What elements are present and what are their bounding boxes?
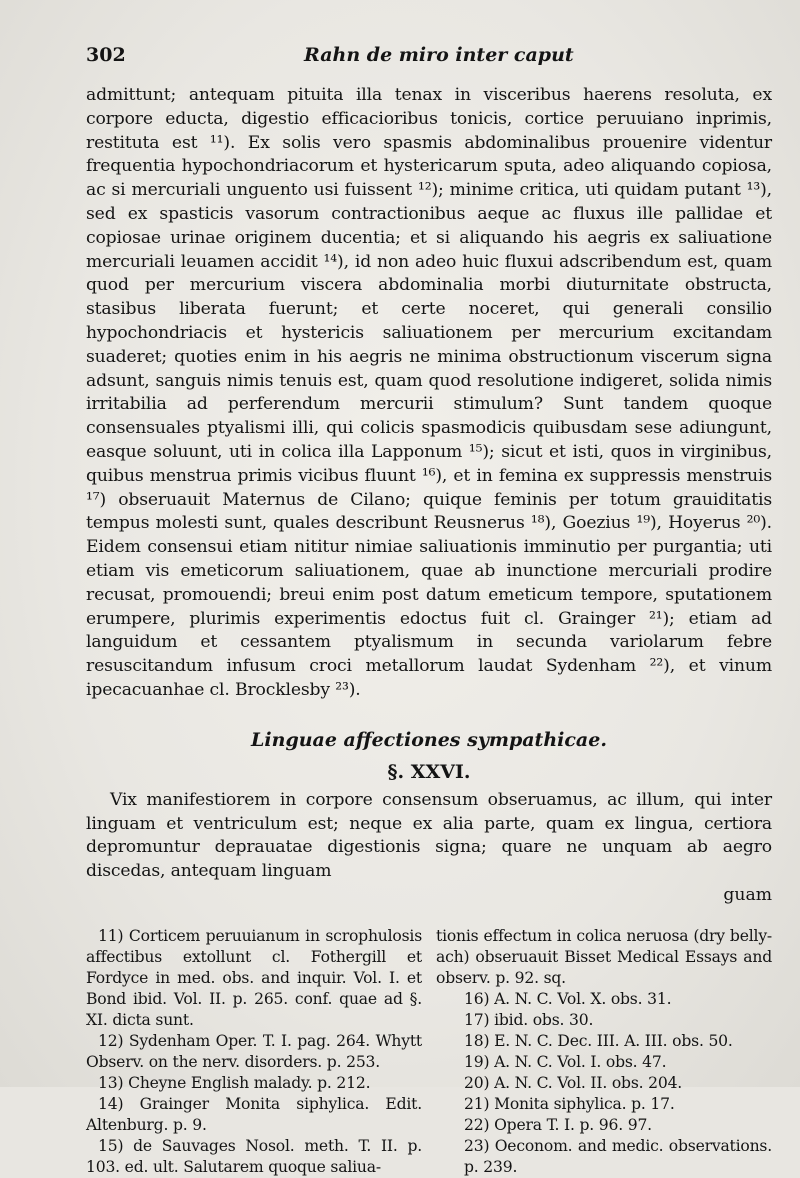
footnote: 18) E. N. C. Dec. III. A. III. obs. 50. <box>464 1031 733 1050</box>
footnote: 16) A. N. C. Vol. X. obs. 31. <box>464 989 672 1008</box>
footnote-continuation: tionis effectum in colica neruosa (dry belly-ach) obseruauit Bisset Medical Essays and observ. p. 92. sq. <box>436 926 772 987</box>
footnote: 15) de Sauvages Nosol. meth. T. II. p. 103. ed. ult. Salutarem quoque saliua- <box>86 1136 422 1176</box>
footnote: 17) ibid. obs. 30. <box>464 1010 594 1029</box>
footnote: 20) A. N. C. Vol. II. obs. 204. <box>464 1073 683 1092</box>
paragraph: admittunt; antequam pituita illa tenax in visceribus haerens resoluta, ex corpore educta, digestio efficacioribus tonicis, cortice peruuiano inprimis, restituta est ¹¹). Ex solis vero spasmis abdominalibus prouenire videntur frequentia hypochondriacorum et hystericarum sputa, adeo aliquando copiosa, ac si mercuriali unguento usi fuissent ¹²); minime critica, uti quidam putant ¹³), sed ex spasticis vasorum contractionibus aeque ac fluxus ille pallidae et copiosae urinae originem ducentia; et si aliquando his aegris ex saliuatione mercuriali leuamen accidit ¹⁴), id non adeo huic fluxui adscribendum est, quam quod per mercurium viscera abdominalia morbi diuturnitate obstructa, stasibus liberata fuerunt; et certe noceret, qui generali consilio hypochondriacis et hystericis saliuationem per mercurium excitandam suaderet; quoties enim in his aegris ne minima obstructionum viscerum signa adsunt, sanguis nimis tenuis est, quam quod resolutione indigeret, solida nimis irritabilia ad perferendum mercurii stimulum? Sunt tandem quoque consensuales ptyalismi illi, qui colicis spasmodicis quibusdam sese adiungunt, easque soluunt, uti in colica illa Lapponum ¹⁵); sicut et isti, quos in virginibus, quibus menstrua primis vicibus fluunt ¹⁶), et in femina ex suppressis menstruis ¹⁷) obseruauit Maternus de Cilano; quique feminis per totum grauiditatis tempus molesti sunt, quales describunt Reusnerus ¹⁸), Goezius ¹⁹), Hoyerus ²⁰). Eidem consensui etiam nititur nimiae saliuationis imminutio per purgantia; uti etiam vis emeticorum saliuationem, quae ab inunctione mercuriali prodire recusat, promouendi; breui enim post datum emeticum tempore, sputationem erumpere, plurimis experimentis edoctus fuit cl. Grainger ²¹); etiam ad languidum et cessantem ptyalismum in secunda variolarum febre resuscitandum infusum croci metallorum laudat Sydenham ²²), et vinum ipecacuanhae cl. Brocklesby ²³). <box>86 85 772 700</box>
footnotes-right-column <box>436 926 772 1178</box>
footnotes <box>86 926 772 1178</box>
running-head <box>86 38 772 74</box>
catchword: guam <box>723 884 772 905</box>
footnote: 13) Cheyne English malady. p. 212. <box>98 1073 371 1092</box>
footnotes-left-column <box>86 926 422 1178</box>
footnote: 23) Oeconom. and medic. observations. p. 239. <box>464 1136 772 1176</box>
footnote: 19) A. N. C. Vol. I. obs. 47. <box>464 1052 667 1071</box>
footnote: 11) Corticem peruuianum in scrophulosis affectibus extollunt cl. Fothergill et Fordyce in med. obs. and inquir. Vol. I. et Bond ibid. Vol. II. p. 265. conf. quae ad §. XI. dicta sunt. <box>86 926 422 1029</box>
footnote-list <box>436 989 772 1178</box>
main-text <box>86 84 772 908</box>
section-number: §. XXVI. <box>387 760 471 783</box>
footnote: 12) Sydenham Oper. T. I. pag. 264. Whytt Observ. on the nerv. disorders. p. 253. <box>86 1031 422 1071</box>
section-heading: Linguae affectiones sympathicae. <box>251 728 607 751</box>
footnote: 14) Grainger Monita siphylica. Edit. Altenburg. p. 9. <box>86 1094 422 1134</box>
running-title: Rahn de miro inter caput <box>304 44 574 66</box>
paragraph: Vix manifestiorem in corpore consensum obseruamus, ac illum, qui inter linguam et ventriculum est; neque ex alia parte, quam ex lingua, certiora depromuntur deprauatae digestionis signa; quare ne unquam ab aegro discedas, antequam linguam <box>86 789 772 882</box>
page-number: 302 <box>86 44 126 66</box>
footnote: 21) Monita siphylica. p. 17. <box>464 1094 675 1113</box>
footnote: 22) Opera T. I. p. 96. 97. <box>464 1115 652 1134</box>
